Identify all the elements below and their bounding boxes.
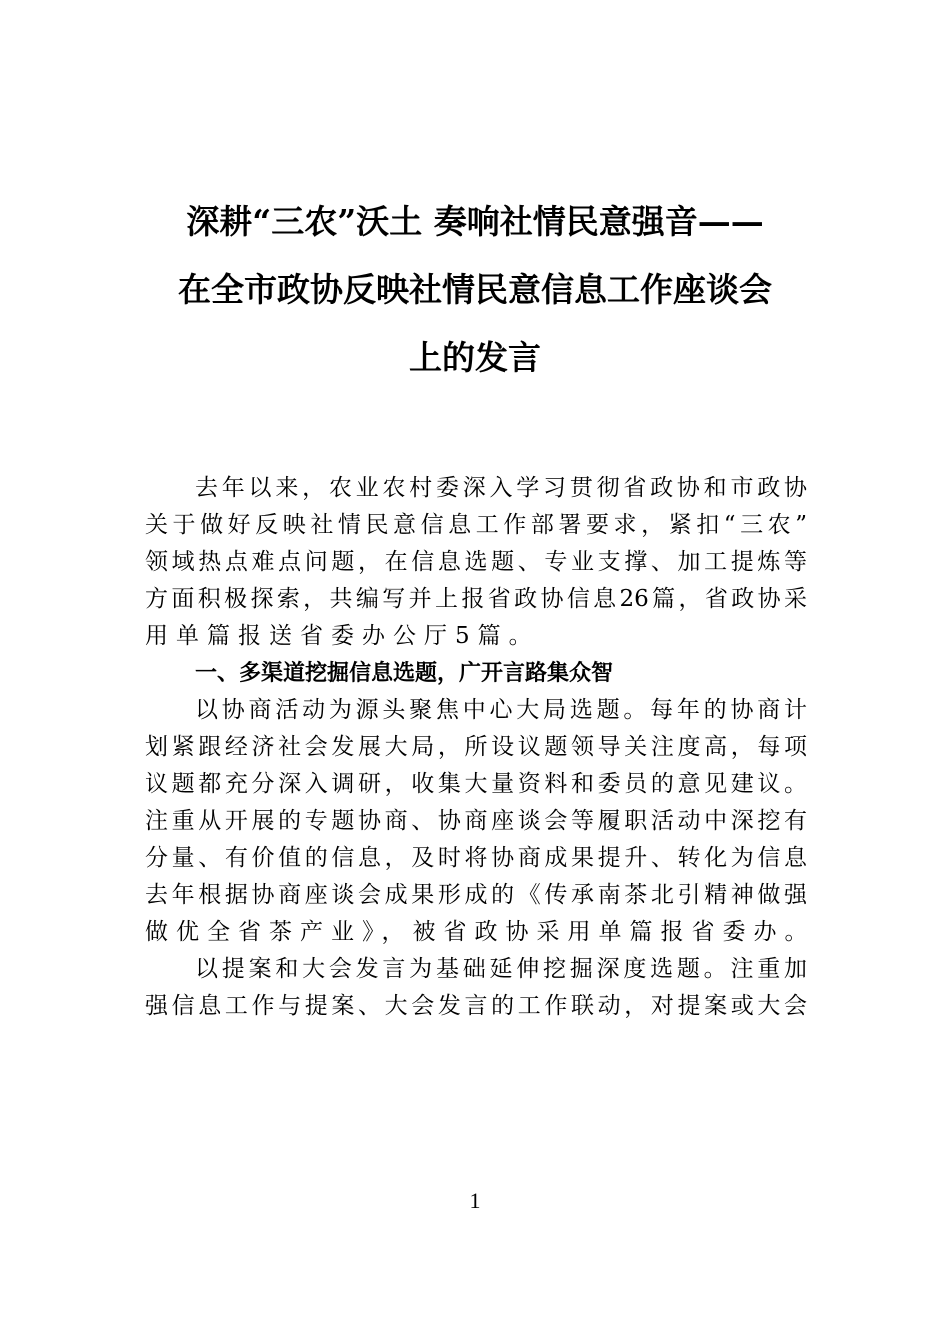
document-body [145,470,816,1025]
paragraph [145,951,807,1025]
section-heading: 一、多渠道挖掘信息选题，广开言路集众智 [195,661,614,686]
text-line: 去年根据协商座谈会成果形成的《传承南茶北引精神做强 [145,882,807,908]
text-line: 注重从开展的专题协商、协商座谈会等履职活动中深挖有 [145,808,807,834]
paragraph [145,470,807,655]
text-line: 方面积极探索，共编写并上报省政协信息26篇，省政协采 [145,586,807,612]
text-line: 领域热点难点问题，在信息选题、专业支撑、加工提炼等 [145,549,807,575]
title-line: 在全市政协反映社情民意信息工作座谈会 [178,270,772,309]
paragraph [145,692,816,951]
title-line: 上的发言 [409,338,541,377]
text-line: 议题都充分深入调研，收集大量资料和委员的意见建议。 [145,771,807,797]
title-line: 深耕“三农”沃土 奏响社情民意强音—— [186,202,764,241]
text-line: 强信息工作与提案、大会发言的工作联动，对提案或大会 [145,993,807,1019]
text-line: 去年以来，农业农村委深入学习贯彻省政协和市政协 [195,475,807,501]
text-line: 关于做好反映社情民意信息工作部署要求，紧扣“三农” [145,512,807,538]
text-line: 用单篇报送省委办公厅5篇。 [145,623,540,649]
text-line: 分量、有价值的信息，及时将协商成果提升、转化为信息 [145,845,807,871]
text-line: 以协商活动为源头聚焦中心大局选题。每年的协商计 [195,697,807,723]
text-line: 以提案和大会发言为基础延伸挖掘深度选题。注重加 [195,956,807,982]
text-line: 划紧跟经济社会发展大局，所设议题领导关注度高，每项 [145,734,807,760]
page-number: 1 [469,1188,481,1213]
text-line: 做优全省茶产业》，被省政协采用单篇报省委办。 [145,919,816,945]
document-title [120,188,830,392]
